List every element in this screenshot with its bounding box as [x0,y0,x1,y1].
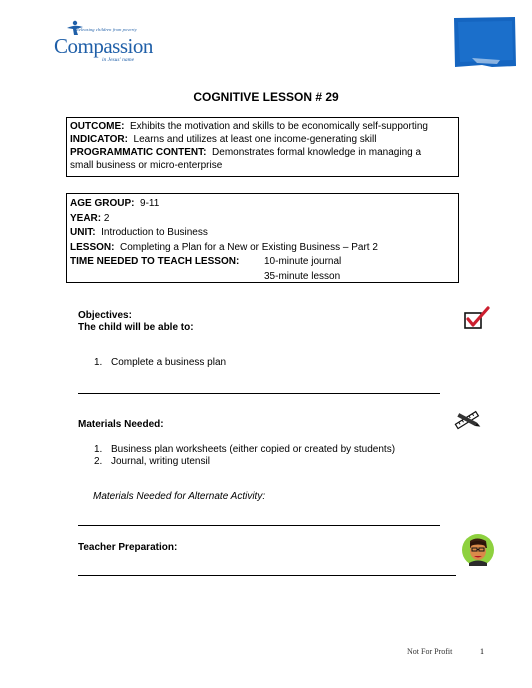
time-label: TIME NEEDED TO TEACH LESSON: [70,256,240,267]
alternate-activity-label: Materials Needed for Alternate Activity: [93,491,266,502]
blue-brush-block [452,16,517,68]
lesson-info-box [66,193,459,283]
pencil-ruler-icon [452,408,484,432]
age-value: 9-11 [140,198,160,209]
list-text: Complete a business plan [111,357,227,368]
indicator-text: Learns and utilizes at least one income-generating skill [133,134,377,145]
age-label: AGE GROUP: [70,198,135,209]
outcome-label: OUTCOME: [70,121,125,132]
list-item [94,456,395,468]
list-text: Business plan worksheets (either copied or created by students) [111,444,396,455]
list-number: 1. [94,444,103,455]
objectives-subheading: The child will be able to: [78,322,194,333]
logo-subline: in Jesus' name [102,57,135,63]
year-value: 2 [103,212,110,224]
materials-heading: Materials Needed: [78,419,164,430]
time-value-journal: 10-minute journal [264,256,342,267]
page-number: 1 [480,647,484,656]
divider [78,575,456,576]
logo-tagline: Releasing children from poverty [76,27,137,32]
objectives-heading-block [78,310,194,334]
outcome-box [66,117,459,177]
objectives-heading: Objectives: [78,310,132,321]
year-label: YEAR: [70,212,102,224]
outcome-text: Exhibits the motivation and skills to be economically self-supporting [130,121,428,132]
list-number: 2. [94,455,103,467]
list-text: Journal, writing utensil [111,455,210,467]
time-value-lesson: 35-minute lesson [264,270,341,282]
list-item [94,444,395,456]
list-number: 1. [94,357,103,368]
objectives-list [94,357,226,369]
list-item [94,357,226,369]
logo-wordmark: Compassion [54,34,153,58]
divider [78,393,440,394]
page-title: COGNITIVE LESSON # 29 [193,90,339,104]
unit-value: Introduction to Business [101,227,208,238]
compassion-logo [54,20,164,70]
content-text-cont: small business or micro-enterprise [70,160,223,171]
unit-label: UNIT: [70,227,96,238]
footer-label: Not For Profit [407,647,453,656]
teacher-prep-heading: Teacher Preparation: [78,542,178,553]
content-text: Demonstrates formal knowledge in managing a [212,147,422,158]
indicator-label: INDICATOR: [70,134,128,145]
lesson-value: Completing a Plan for a New or Existing Business – Part 2 [120,241,378,253]
teacher-face-icon [461,533,495,567]
materials-list [94,444,395,467]
lesson-label: LESSON: [70,241,115,253]
divider [78,525,440,526]
checkbox-check-icon [463,306,490,330]
content-label: PROGRAMMATIC CONTENT: [70,147,207,158]
